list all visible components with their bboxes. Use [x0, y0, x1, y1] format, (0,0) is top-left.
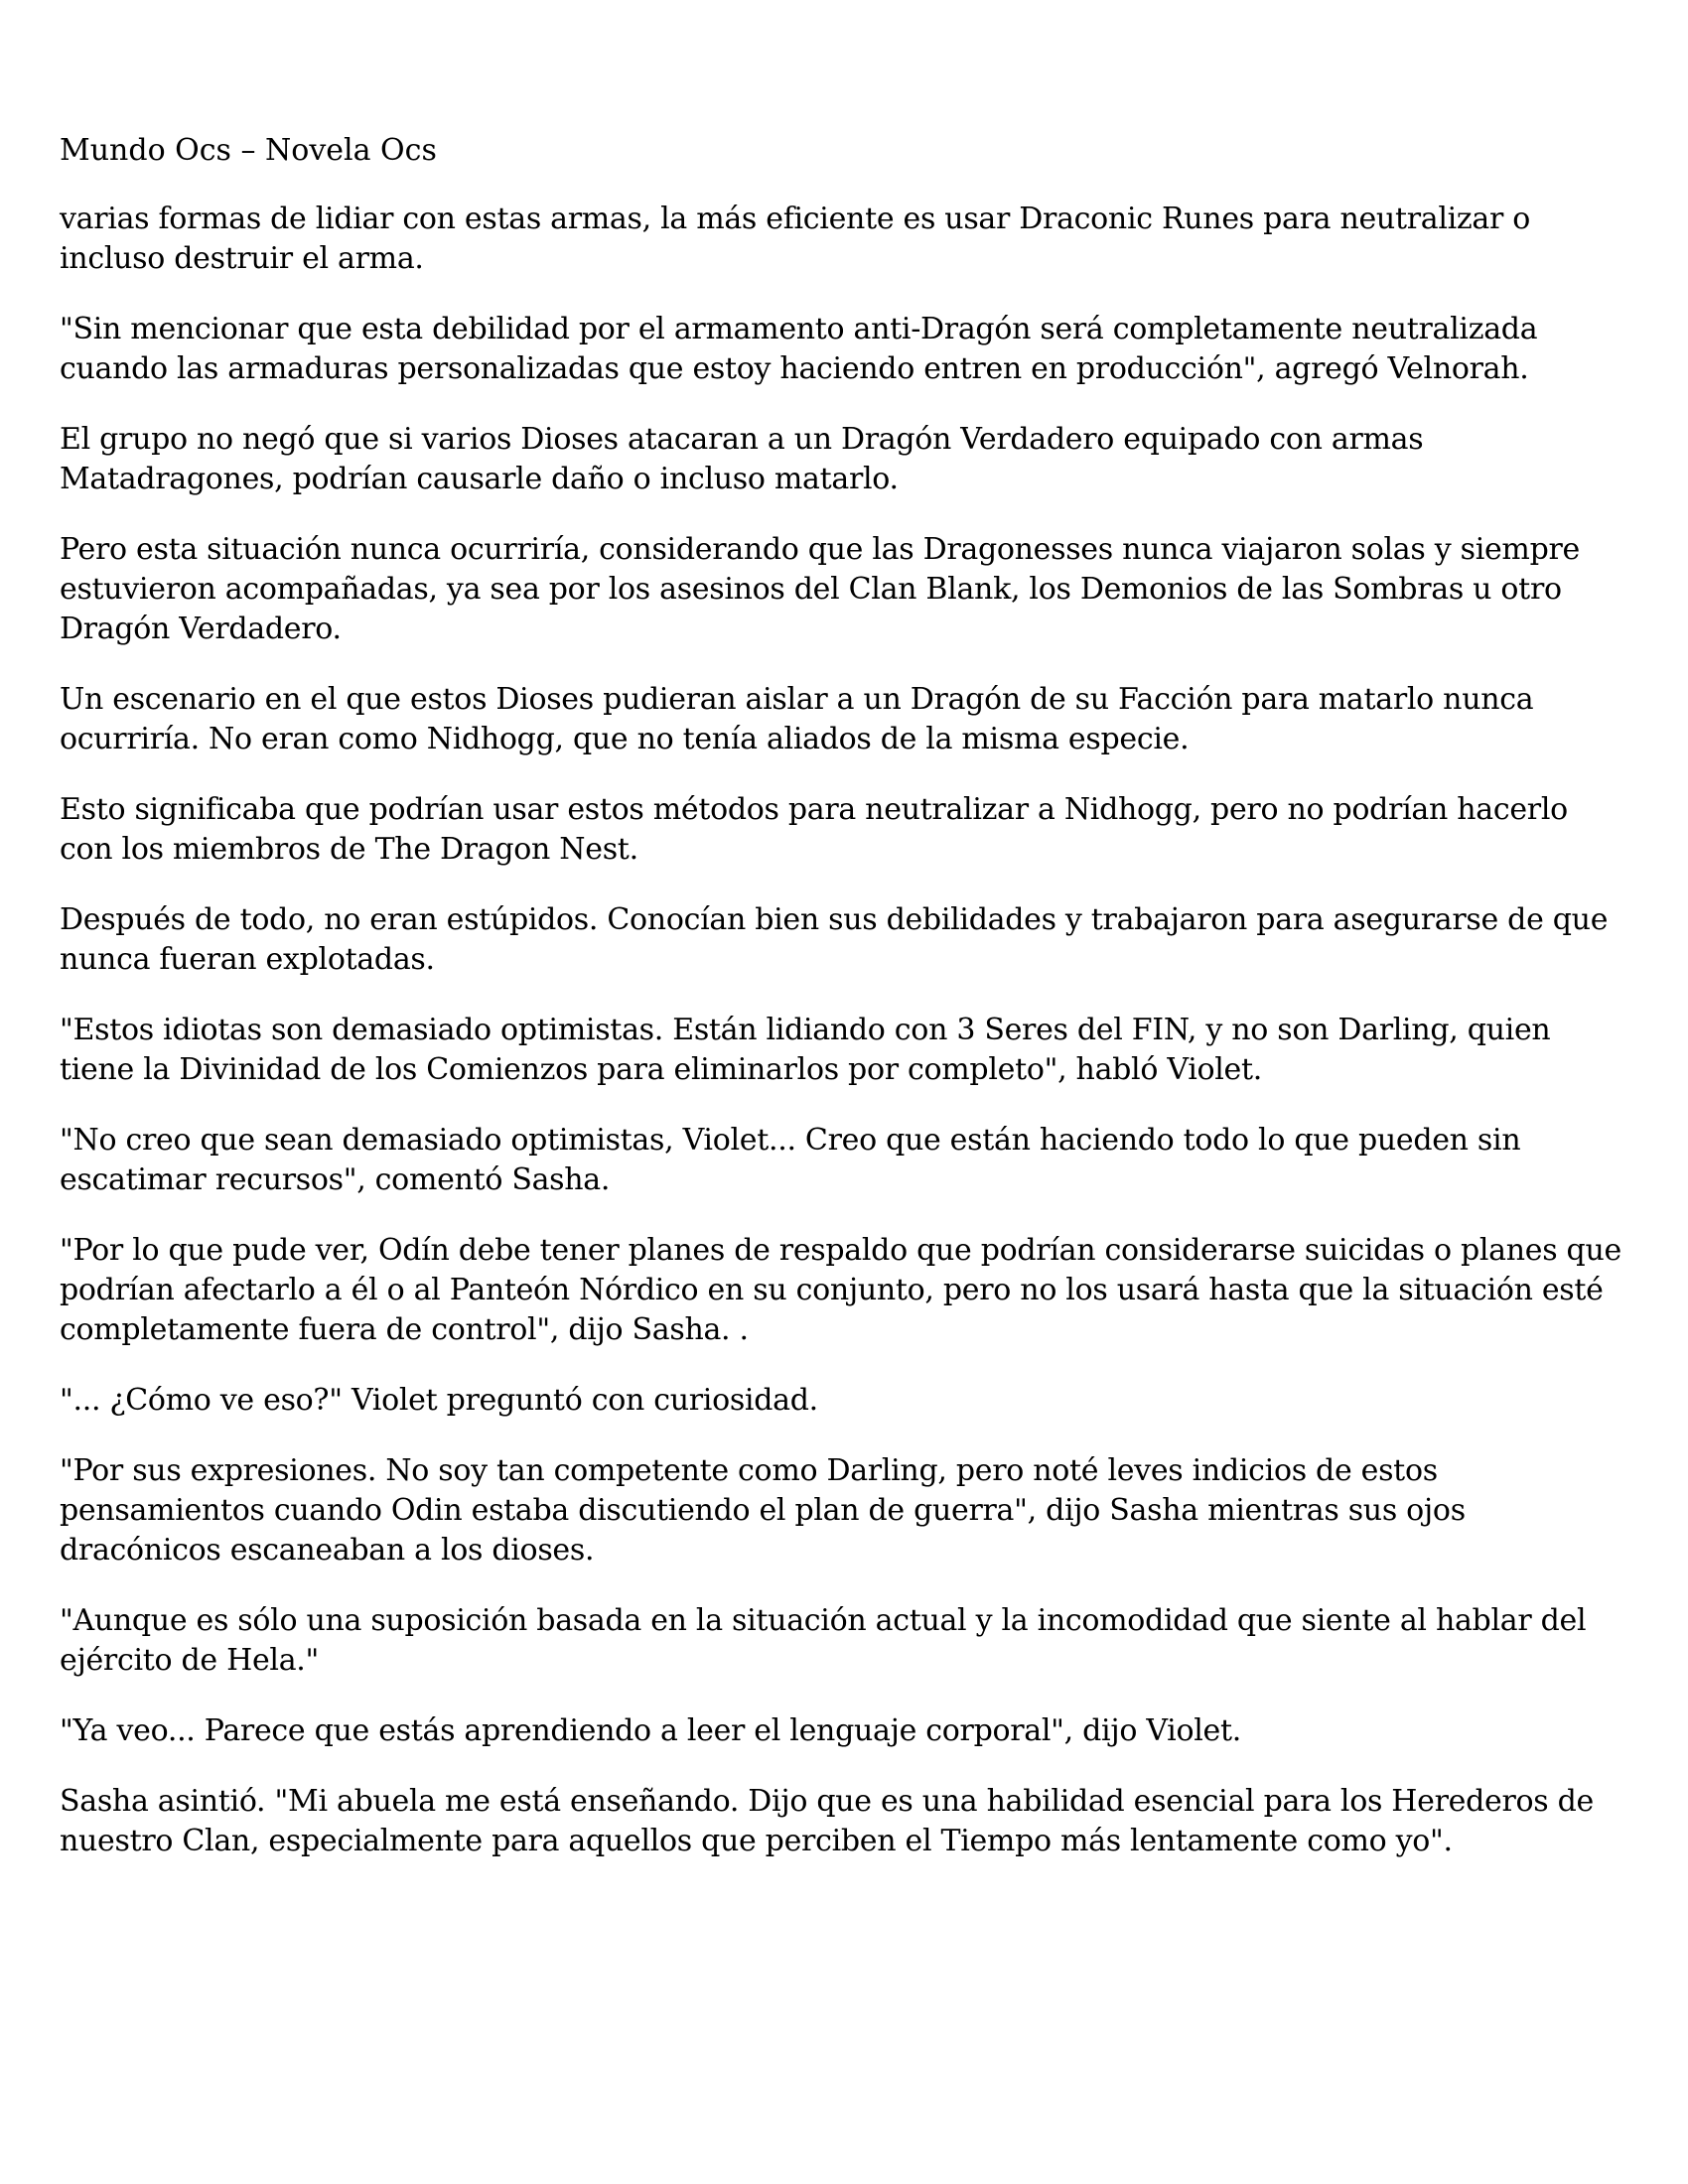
document-body	[60, 200, 1628, 1861]
page-header: Mundo Ocs – Novela Ocs	[60, 133, 437, 168]
paragraph: "Por sus expresiones. No soy tan competente como Darling, pero noté leves indicios de estos pensamientos cuando Odin estaba discutiendo el plan de guerra", dijo Sasha mientras sus ojos dracónicos escaneaban a los dioses.	[60, 1453, 1466, 1568]
paragraph: "... ¿Cómo ve eso?" Violet preguntó con curiosidad.	[60, 1383, 818, 1418]
paragraph: "Por lo que pude ver, Odín debe tener planes de respaldo que podrían considerarse suicidas o planes que podrían afectarlo a él o al Panteón Nórdico en su conjunto, pero no los usará hasta que la situación esté completamente fuera de control", dijo Sasha. .	[60, 1233, 1621, 1347]
paragraph: "No creo que sean demasiado optimistas, Violet... Creo que están haciendo todo lo que pueden sin escatimar recursos", comentó Sasha.	[60, 1123, 1521, 1197]
paragraph: "Aunque es sólo una suposición basada en la situación actual y la incomodidad que siente al hablar del ejército de Hela."	[60, 1603, 1587, 1678]
paragraph: Sasha asintió. "Mi abuela me está enseñando. Dijo que es una habilidad esencial para los Herederos de nuestro Clan, especialmente para aquellos que perciben el Tiempo más lentamente como yo".	[60, 1784, 1594, 1858]
paragraph: El grupo no negó que si varios Dioses atacaran a un Dragón Verdadero equipado con armas Matadragones, podrían causarle daño o incluso matarlo.	[60, 422, 1424, 496]
paragraph: "Ya veo... Parece que estás aprendiendo a leer el lenguaje corporal", dijo Violet.	[60, 1713, 1241, 1748]
paragraph: Un escenario en el que estos Dioses pudieran aislar a un Dragón de su Facción para matarlo nunca ocurriría. No eran como Nidhogg, que no tenía aliados de la misma especie.	[60, 682, 1534, 756]
paragraph: "Estos idiotas son demasiado optimistas. Están lidiando con 3 Seres del FIN, y no son Darling, quien tiene la Divinidad de los Comienzos para eliminarlos por completo", habló Violet.	[60, 1013, 1551, 1087]
paragraph: Pero esta situación nunca ocurriría, considerando que las Dragonesses nunca viajaron solas y siempre estuvieron acompañadas, ya sea por los asesinos del Clan Blank, los Demonios de las Sombras u otro Dragón Verdadero.	[60, 532, 1580, 646]
paragraph: Esto significaba que podrían usar estos métodos para neutralizar a Nidhogg, pero no podrían hacerlo con los miembros de The Dragon Nest.	[60, 792, 1568, 867]
paragraph: "Sin mencionar que esta debilidad por el armamento anti-Dragón será completamente neutralizada cuando las armaduras personalizadas que estoy haciendo entren en producción", agregó Velnorah.	[60, 312, 1538, 386]
paragraph: varias formas de lidiar con estas armas, la más eficiente es usar Draconic Runes para neutralizar o incluso destruir el arma.	[60, 202, 1531, 276]
paragraph: Después de todo, no eran estúpidos. Conocían bien sus debilidades y trabajaron para asegurarse de que nunca fueran explotadas.	[60, 902, 1609, 977]
